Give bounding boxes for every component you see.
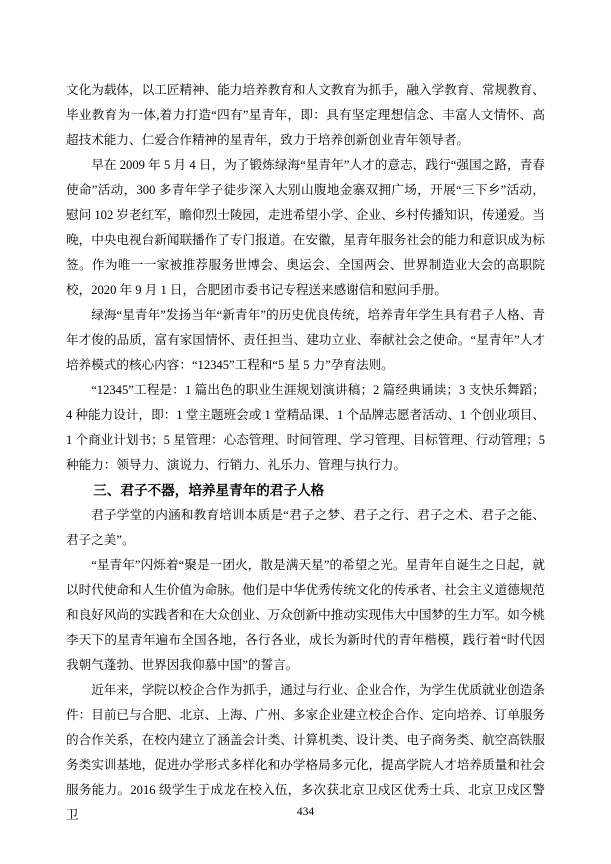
paragraph: 绿海“星青年”发扬当年“新青年”的历史优良传统，培养青年学生具有君子人格、青年才俊的品质，富有家国情怀、责任担当、建功立业、奉献社会之使命。“星青年”人才培养模式的核心内容：“12345”工程和“5 星 5 力”孕育法则。 (66, 308, 545, 372)
paragraph: 君子学堂的内涵和教育培训本质是“君子之梦、君子之行、君子之术、君子之能、君子之美”。 (66, 508, 545, 547)
paragraph: “12345”工程是：1 篇出色的职业生涯规划演讲稿；2 篇经典诵读；3 支快乐舞蹈；4 种能力设计，即：1 堂主题班会或 1 堂精品课、1 个品牌志愿者活动、1 个创业项目、1 个商业计划书；5 星管理：心态管理、时间管理、学习管理、目标管理、行动管理；5 种能力：领导力、演说力、行销力、礼乐力、管理与执行力。 (66, 383, 546, 472)
paragraph-continuation: 文化为载体，以工匠精神、能力培养教育和人文教育为抓手，融入学教育、常规教育、毕业教育为一体,着力打造“四有”星青年，即：具有坚定理想信念、丰富人文情怀、高超技术能力、仁爱合作精神的星青年，致力于培养创新创业青年领导者。 (66, 83, 545, 147)
section-heading: 三、君子不器，培养星青年的君子人格 (93, 483, 325, 498)
paragraph: “星青年”闪烁着“聚是一团火，散是满天星”的希望之光。星青年自诞生之日起，就以时代使命和人生价值为命脉。他们是中华优秀传统文化的传承者、社会主义道德规范和良好风尚的实践者和在大众创业、万众创新中推动实现伟大中国梦的生力军。如今桃李天下的星青年遍布全国各地，各行各业，成长为新时代的青年楷模，践行着“时代因我朝气蓬勃、世界因我仰慕中国”的誓言。 (66, 558, 545, 672)
page-body-text (66, 78, 545, 828)
paragraph: 早在 2009 年 5 月 4 日，为了锻炼绿海“星青年”人才的意志，践行“强国之路，青春使命”活动，300 多青年学子徒步深入大别山腹地金寨双拥广场，开展“三下乡”活动，慰问 102 岁老红军，瞻仰烈士陵园，走进希望小学、企业、乡村传播知识，传递爱。当晚，中央电视台新闻联播作了专门报道。在安徽，星青年服务社会的能力和意识成为标签。作为唯一一家被推荐服务世博会、奥运会、全国两会、世界制造业大会的高职院校，2020 年 9 月 1 日，合肥团市委书记专程送来感谢信和慰问手册。 (66, 158, 545, 297)
paragraph: 近年来，学院以校企合作为抓手，通过与行业、企业合作，为学生优质就业创造条件：目前已与合肥、北京、上海、广州、多家企业建立校企合作、定向培养、订单服务的合作关系，在校内建立了涵盖会计类、计算机类、设计类、电子商务类、航空高铁服务类实训基地，促进办学形式多样化和办学格局多元化，提高学院人才培养质量和社会服务能力。2016 级学生于成龙在校入伍，多次获北京卫戍区优秀士兵、北京卫戍区警卫 (66, 683, 545, 822)
page-number: 434 (296, 806, 315, 818)
